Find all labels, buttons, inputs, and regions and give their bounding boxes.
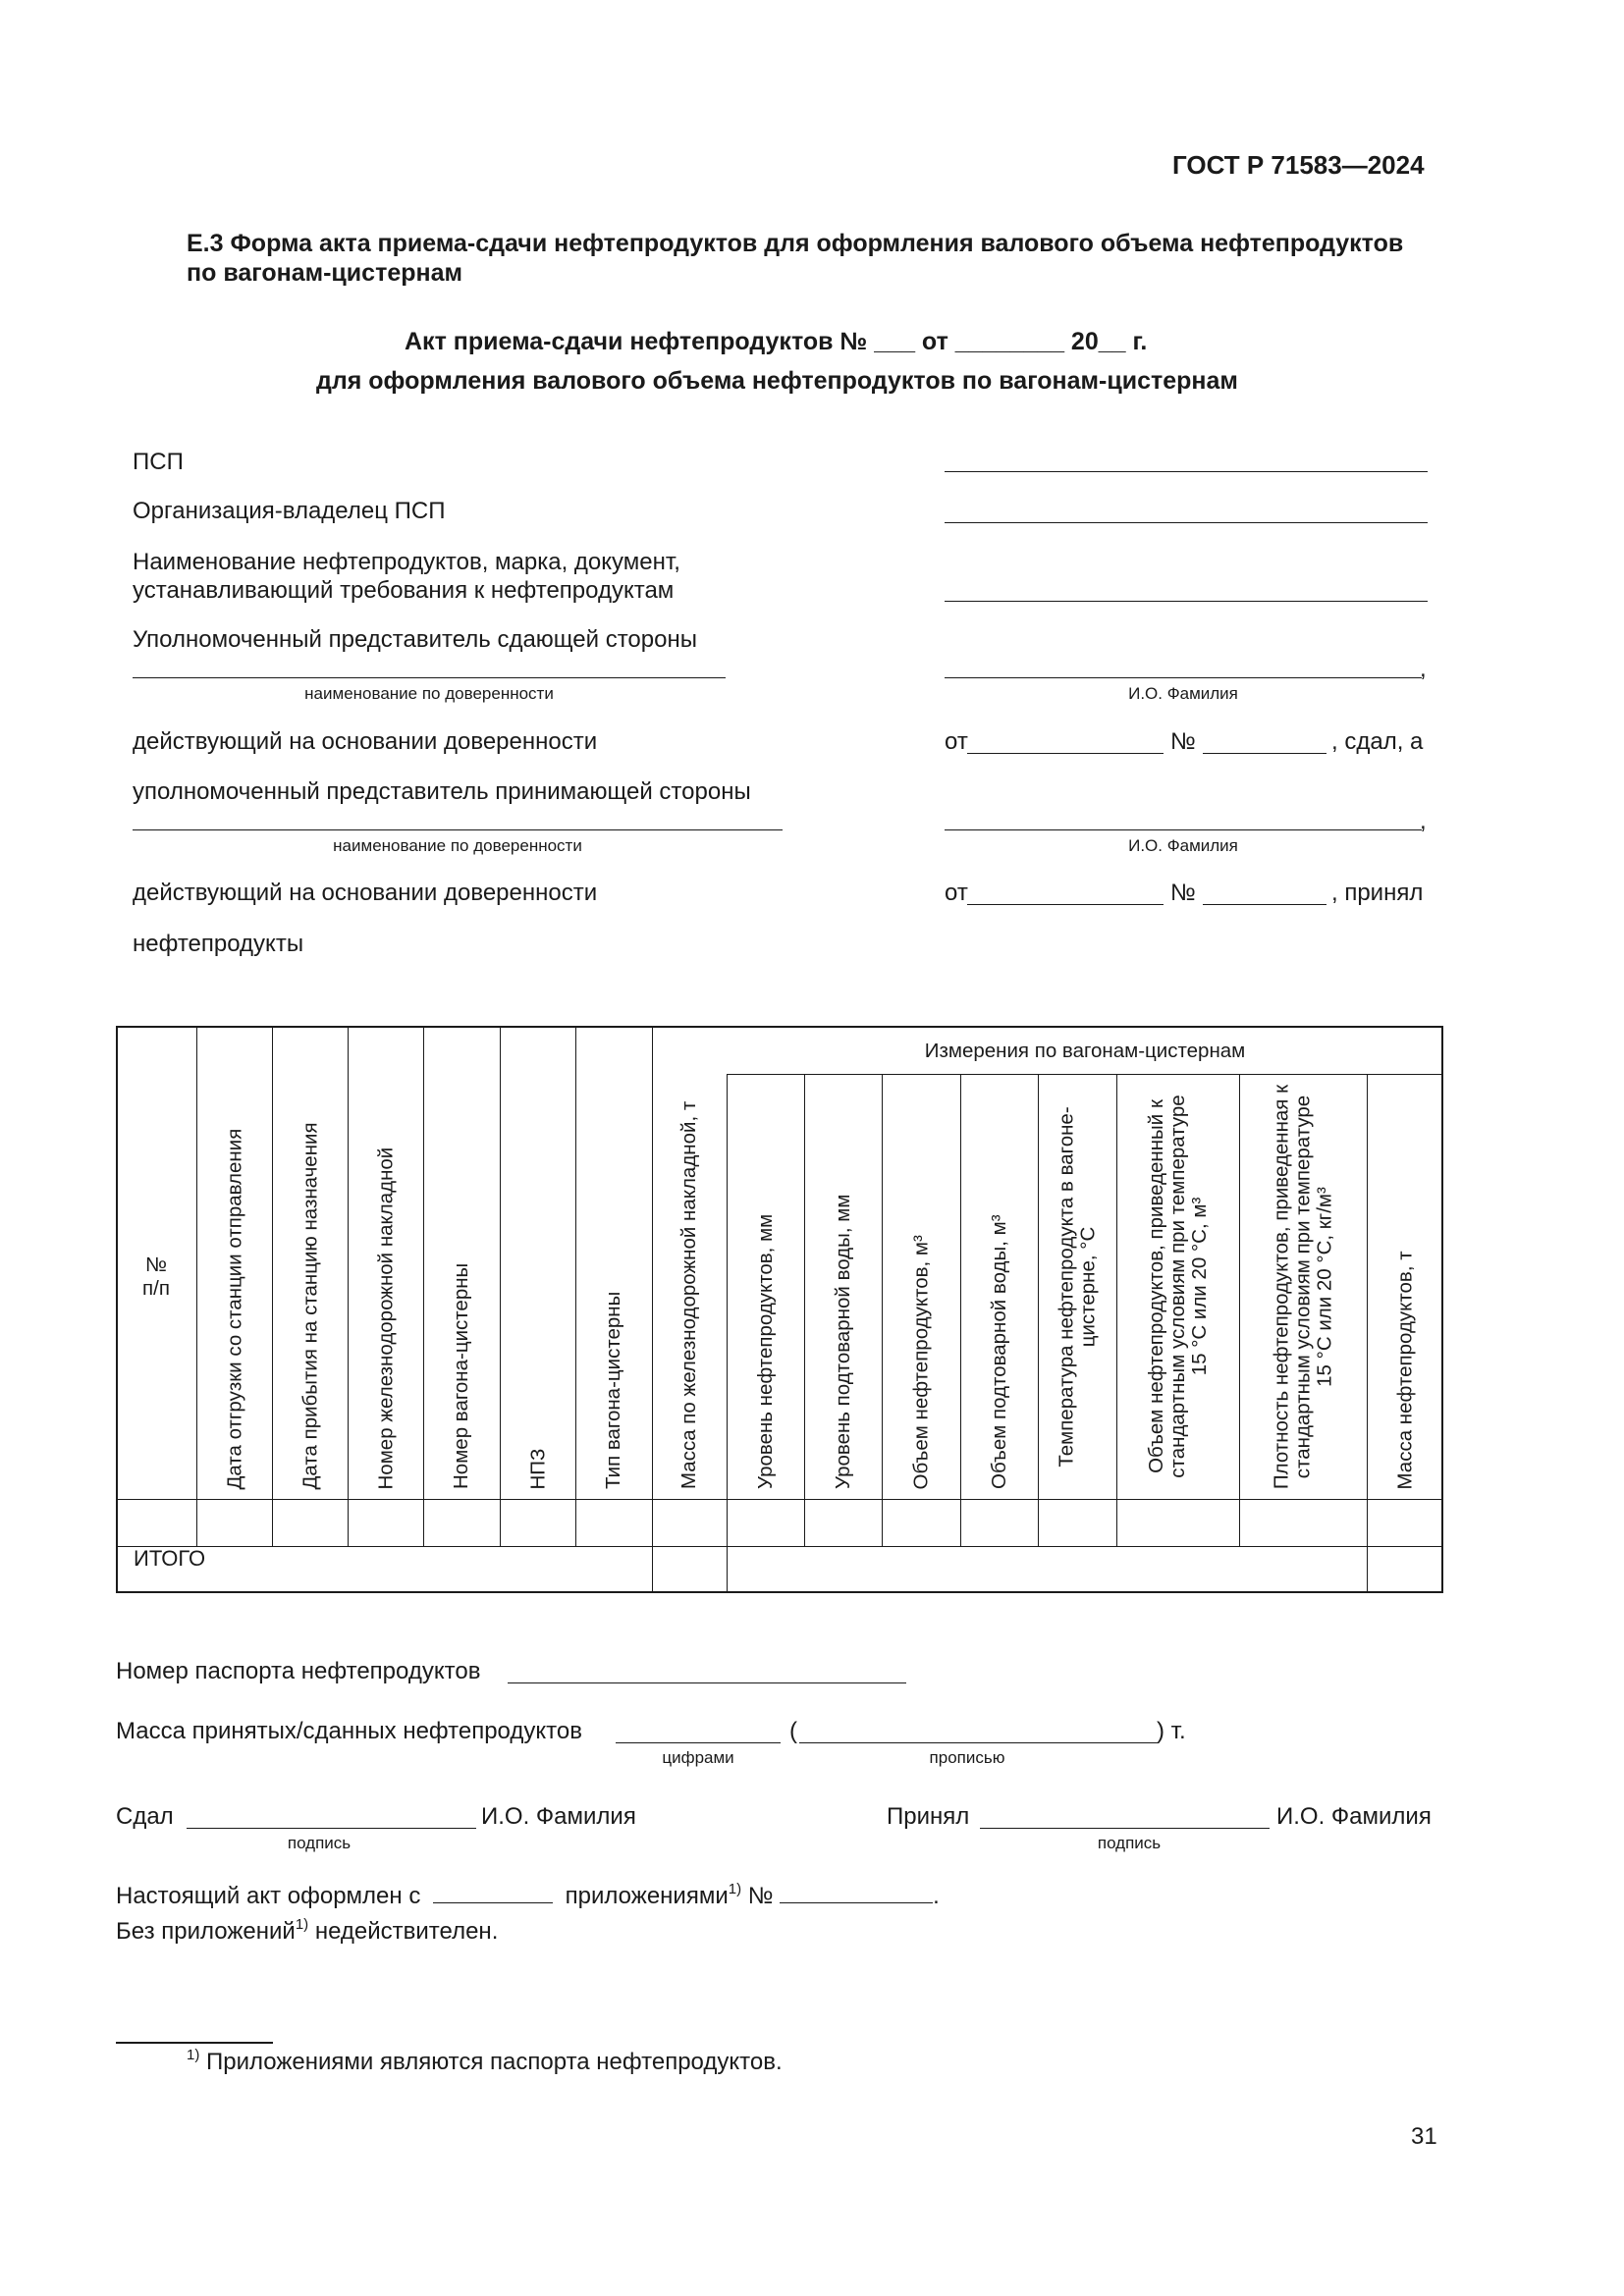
col-header-label: Масса нефтепродуктов, т bbox=[1393, 1250, 1416, 1489]
receiver-rep-label: уполномоченный представитель принимающей стороны bbox=[133, 778, 751, 805]
receiver-date-blank[interactable] bbox=[967, 904, 1164, 905]
number-sign: № bbox=[1170, 880, 1196, 906]
psp-blank[interactable] bbox=[945, 471, 1428, 472]
mass-digits-blank[interactable] bbox=[616, 1742, 781, 1743]
owner-blank[interactable] bbox=[945, 522, 1428, 523]
comma: , bbox=[1420, 656, 1427, 682]
product-label-line1: Наименование нефтепродуктов, марка, документ, bbox=[133, 549, 680, 575]
attachments-number-sign: № bbox=[747, 1883, 774, 1909]
col-header-label: НПЗ bbox=[525, 1448, 549, 1489]
sender-rep-label: Уполномоченный представитель сдающей стороны bbox=[133, 626, 697, 653]
sender-name-caption: И.О. Фамилия bbox=[1128, 684, 1238, 703]
col-header-label: Тип вагона-цистерны bbox=[602, 1291, 624, 1489]
col-header-num: № п/п bbox=[142, 1254, 170, 1300]
attachments-count-blank[interactable] bbox=[433, 1883, 553, 1903]
mass-words-blank[interactable] bbox=[799, 1742, 1158, 1743]
without-suffix: недействителен. bbox=[314, 1918, 499, 1945]
accepted-label: Принял bbox=[887, 1803, 970, 1830]
col-header-label: Объем нефтепродуктов, м³ bbox=[909, 1234, 932, 1489]
section-title-line1: Е.3 Форма акта приема-сдачи нефтепродуктов для оформления валового объема нефтепродуктов bbox=[187, 230, 1404, 257]
acting-by-label: действующий на основании доверенности bbox=[133, 880, 598, 906]
attachments-word: приложениями bbox=[565, 1883, 729, 1909]
from-label: от bbox=[945, 728, 968, 755]
period: . bbox=[933, 1883, 940, 1909]
owner-label: Организация-владелец ПСП bbox=[133, 498, 446, 524]
receiver-name-blank[interactable] bbox=[945, 829, 1422, 830]
sender-number-blank[interactable] bbox=[1203, 753, 1326, 754]
standard-number: ГОСТ Р 71583—2024 bbox=[1172, 150, 1425, 180]
handed-label: Сдал bbox=[116, 1803, 174, 1830]
wagon-measurements-table bbox=[116, 1026, 1443, 1593]
col-header-label: Плотность нефтепродуктов, приведенная к стандартным условиям при температуре 15 °С или 20 °С, кг/м³ bbox=[1270, 1084, 1335, 1489]
acting-by-label: действующий на основании доверенности bbox=[133, 728, 598, 755]
sender-date-blank[interactable] bbox=[967, 753, 1164, 754]
number-sign: № bbox=[1170, 728, 1196, 755]
mass-label: Масса принятых/сданных нефтепродуктов bbox=[116, 1718, 582, 1744]
sender-attorney-caption: наименование по доверенности bbox=[304, 684, 554, 703]
receiver-number-blank[interactable] bbox=[1203, 904, 1326, 905]
total-label: ИТОГО bbox=[134, 1546, 206, 1571]
passport-blank[interactable] bbox=[508, 1682, 906, 1683]
footnote-mark: 1) bbox=[187, 2047, 200, 2063]
col-header-label: Уровень подтоварной воды, мм bbox=[831, 1194, 854, 1489]
passport-label: Номер паспорта нефтепродуктов bbox=[116, 1658, 481, 1684]
handed-signature-caption: подпись bbox=[287, 1834, 352, 1852]
open-paren: ( bbox=[789, 1718, 797, 1744]
act-title-line2: для оформления валового объема нефтепродуктов по вагонам-цистернам bbox=[316, 367, 1238, 395]
page-number: 31 bbox=[1411, 2123, 1437, 2150]
attachments-line bbox=[116, 1883, 940, 1910]
col-header-label: Номер вагона-цистерны bbox=[450, 1262, 472, 1489]
col-header-label: Номер железнодорожной накладной bbox=[373, 1147, 397, 1489]
received-text: , принял bbox=[1331, 880, 1424, 906]
footnote-ref: 1) bbox=[295, 1916, 309, 1933]
table-border bbox=[116, 1026, 1443, 1593]
footnote-rule bbox=[116, 2042, 273, 2044]
receiver-attorney-blank[interactable] bbox=[133, 829, 783, 830]
from-label: от bbox=[945, 880, 968, 906]
without-prefix: Без приложений bbox=[116, 1918, 296, 1945]
sender-attorney-blank[interactable] bbox=[133, 677, 726, 678]
attachments-number-blank[interactable] bbox=[780, 1883, 933, 1903]
col-header-label: Масса по железнодорожной накладной, т bbox=[677, 1100, 700, 1489]
footnote-ref: 1) bbox=[728, 1881, 742, 1897]
attachments-prefix: Настоящий акт оформлен с bbox=[116, 1883, 421, 1909]
col-header-label: Объем подтоварной воды, м³ bbox=[987, 1214, 1010, 1489]
act-title-line1: Акт приема-сдачи нефтепродуктов № ___ от ________ 20__ г. bbox=[405, 328, 1148, 355]
accepted-signature-caption: подпись bbox=[1097, 1834, 1162, 1852]
accepted-name: И.О. Фамилия bbox=[1276, 1803, 1432, 1830]
col-header-label: Объем нефтепродуктов, приведенный к стандартным условиям при температуре 15 °С или 20 °С, м³ bbox=[1144, 1095, 1211, 1478]
col-header-label: Дата прибытия на станцию назначения bbox=[298, 1121, 321, 1489]
close-paren: ) т. bbox=[1157, 1718, 1186, 1744]
col-header-label: Дата отгрузки со станции отправления bbox=[222, 1128, 245, 1489]
caption-digits: цифрами bbox=[662, 1748, 734, 1767]
product-label-line2: устанавливающий требования к нефтепродуктам bbox=[133, 577, 675, 604]
comma: , bbox=[1420, 808, 1427, 834]
col-header-label: Температура нефтепродукта в вагоне-цистерне, °С bbox=[1055, 1105, 1099, 1468]
col-header-label: Уровень нефтепродуктов, мм bbox=[753, 1213, 777, 1489]
handed-signature-blank[interactable] bbox=[187, 1828, 476, 1829]
psp-label: ПСП bbox=[133, 449, 184, 475]
group-header: Измерения по вагонам-цистернам bbox=[924, 1040, 1246, 1062]
product-blank[interactable] bbox=[945, 601, 1428, 602]
receiver-attorney-caption: наименование по доверенности bbox=[333, 836, 582, 855]
handed-over-text: , сдал, а bbox=[1331, 728, 1424, 755]
sender-name-blank[interactable] bbox=[945, 677, 1422, 678]
without-attachments-line bbox=[116, 1918, 498, 1946]
footnote-text: Приложениями являются паспорта нефтепродуктов. bbox=[206, 2049, 783, 2075]
section-title-line2: по вагонам-цистернам bbox=[187, 259, 462, 287]
footnote bbox=[187, 2049, 783, 2076]
receiver-name-caption: И.О. Фамилия bbox=[1128, 836, 1238, 855]
caption-words: прописью bbox=[929, 1748, 1005, 1767]
handed-name: И.О. Фамилия bbox=[481, 1803, 636, 1830]
accepted-signature-blank[interactable] bbox=[980, 1828, 1270, 1829]
products-label: нефтепродукты bbox=[133, 931, 304, 957]
